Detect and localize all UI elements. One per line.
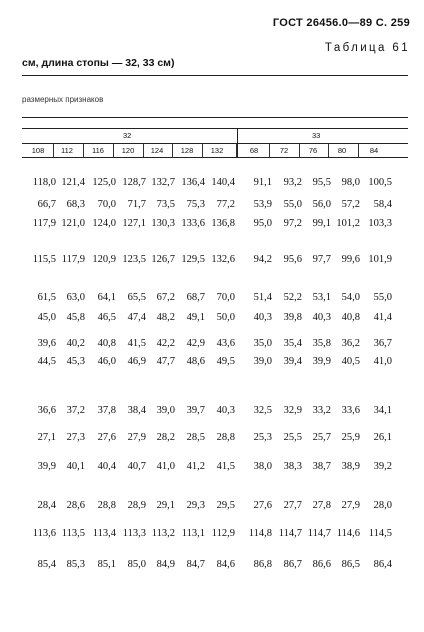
table-cell: 27,6 <box>253 500 272 511</box>
table-cell: 46,5 <box>97 312 116 323</box>
table-cell: 39,0 <box>253 356 272 367</box>
table-cell: 40,3 <box>253 312 272 323</box>
table-cell: 27,8 <box>312 500 331 511</box>
table-cell: 123,5 <box>122 254 146 265</box>
table-cell: 121,4 <box>61 177 85 188</box>
table-cell: 95,0 <box>253 218 272 229</box>
table-cell: 46,9 <box>127 356 146 367</box>
table-cell: 94,2 <box>253 254 272 265</box>
table-cell: 113,5 <box>61 528 85 539</box>
table-row <box>0 338 424 352</box>
table-cell: 73,5 <box>156 199 175 210</box>
table-cell: 39,2 <box>373 461 392 472</box>
table-cell: 28,6 <box>66 500 85 511</box>
column-header: 76 <box>308 146 318 155</box>
table-subtitle: см, длина стопы — 32, 33 см) <box>22 57 175 69</box>
table-cell: 66,7 <box>37 199 56 210</box>
table-cell: 113,4 <box>92 528 116 539</box>
table-cell: 27,1 <box>37 432 56 443</box>
column-note: размерных признаков <box>22 95 104 104</box>
table-cell: 38,4 <box>127 405 146 416</box>
table-cell: 55,0 <box>373 292 392 303</box>
table-cell: 38,9 <box>341 461 360 472</box>
column-header: 132 <box>210 146 224 155</box>
table-cell: 84,6 <box>216 559 235 570</box>
table-cell: 112,9 <box>211 528 235 539</box>
table-cell: 41,5 <box>216 461 235 472</box>
table-cell: 41,4 <box>373 312 392 323</box>
table-cell: 77,2 <box>216 199 235 210</box>
table-cell: 99,6 <box>341 254 360 265</box>
table-cell: 68,7 <box>186 292 205 303</box>
table-row <box>0 292 424 306</box>
table-cell: 113,6 <box>32 528 56 539</box>
table-cell: 39,9 <box>37 461 56 472</box>
table-cell: 114,8 <box>248 528 272 539</box>
table-cell: 54,0 <box>341 292 360 303</box>
table-cell: 41,5 <box>127 338 146 349</box>
table-cell: 132,6 <box>211 254 235 265</box>
divider <box>22 143 408 144</box>
table-row <box>0 254 424 268</box>
table-cell: 26,1 <box>373 432 392 443</box>
table-row <box>0 199 424 213</box>
table-cell: 57,2 <box>341 199 360 210</box>
table-cell: 40,2 <box>66 338 85 349</box>
group-header-33: 33 <box>312 131 321 140</box>
table-cell: 28,8 <box>97 500 116 511</box>
table-label: Таблица 61 <box>324 42 410 54</box>
table-cell: 35,4 <box>283 338 302 349</box>
table-cell: 25,3 <box>253 432 272 443</box>
table-cell: 48,6 <box>186 356 205 367</box>
table-cell: 40,7 <box>127 461 146 472</box>
table-cell: 46,0 <box>97 356 116 367</box>
table-cell: 28,8 <box>216 432 235 443</box>
table-cell: 47,4 <box>127 312 146 323</box>
table-cell: 28,5 <box>186 432 205 443</box>
table-cell: 118,0 <box>32 177 56 188</box>
table-row <box>0 500 424 514</box>
column-header: 68 <box>249 146 259 155</box>
column-header: 112 <box>61 146 73 155</box>
table-cell: 39,8 <box>283 312 302 323</box>
table-cell: 27,9 <box>127 432 146 443</box>
table-cell: 85,0 <box>127 559 146 570</box>
table-cell: 70,0 <box>216 292 235 303</box>
table-cell: 41,0 <box>373 356 392 367</box>
table-cell: 49,1 <box>186 312 205 323</box>
table-cell: 136,8 <box>211 218 235 229</box>
table-cell: 32,5 <box>253 405 272 416</box>
table-cell: 39,4 <box>283 356 302 367</box>
divider <box>22 75 408 76</box>
table-row <box>0 432 424 446</box>
table-cell: 120,9 <box>92 254 116 265</box>
table-cell: 58,4 <box>373 199 392 210</box>
table-cell: 114,7 <box>307 528 331 539</box>
table-cell: 27,6 <box>97 432 116 443</box>
table-cell: 85,4 <box>37 559 56 570</box>
divider <box>22 157 408 158</box>
table-cell: 40,1 <box>66 461 85 472</box>
table-row <box>0 177 424 191</box>
table-cell: 86,6 <box>312 559 331 570</box>
table-cell: 38,7 <box>312 461 331 472</box>
table-cell: 35,8 <box>312 338 331 349</box>
table-cell: 71,7 <box>127 199 146 210</box>
table-cell: 114,7 <box>278 528 302 539</box>
table-row <box>0 461 424 475</box>
table-cell: 41,2 <box>186 461 205 472</box>
table-cell: 25,9 <box>341 432 360 443</box>
table-cell: 95,5 <box>312 177 331 188</box>
table-row <box>0 218 424 232</box>
table-cell: 35,0 <box>253 338 272 349</box>
table-cell: 28,0 <box>373 500 392 511</box>
table-cell: 98,0 <box>341 177 360 188</box>
column-header: 80 <box>337 146 347 155</box>
table-cell: 95,6 <box>283 254 302 265</box>
table-cell: 27,3 <box>66 432 85 443</box>
table-cell: 33,6 <box>341 405 360 416</box>
table-cell: 52,2 <box>283 292 302 303</box>
table-cell: 29,5 <box>216 500 235 511</box>
table-cell: 47,7 <box>156 356 175 367</box>
table-cell: 43,6 <box>216 338 235 349</box>
table-cell: 67,2 <box>156 292 175 303</box>
table-cell: 25,5 <box>283 432 302 443</box>
table-cell: 49,5 <box>216 356 235 367</box>
table-cell: 36,6 <box>37 405 56 416</box>
table-cell: 41,0 <box>156 461 175 472</box>
table-cell: 86,7 <box>283 559 302 570</box>
table-cell: 40,8 <box>97 338 116 349</box>
column-header: 120 <box>121 146 135 155</box>
table-cell: 55,0 <box>283 199 302 210</box>
table-cell: 33,2 <box>312 405 331 416</box>
table-cell: 50,0 <box>216 312 235 323</box>
table-cell: 45,0 <box>37 312 56 323</box>
table-cell: 39,6 <box>37 338 56 349</box>
table-cell: 127,1 <box>122 218 146 229</box>
table-cell: 53,9 <box>253 199 272 210</box>
table-cell: 39,0 <box>156 405 175 416</box>
table-cell: 39,9 <box>312 356 331 367</box>
table-cell: 97,2 <box>283 218 302 229</box>
table-cell: 40,4 <box>97 461 116 472</box>
table-cell: 70,0 <box>97 199 116 210</box>
table-cell: 44,5 <box>37 356 56 367</box>
table-cell: 125,0 <box>92 177 116 188</box>
table-cell: 53,1 <box>312 292 331 303</box>
table-cell: 126,7 <box>151 254 175 265</box>
table-cell: 40,8 <box>341 312 360 323</box>
table-cell: 42,9 <box>186 338 205 349</box>
table-cell: 99,1 <box>312 218 331 229</box>
table-row <box>0 528 424 542</box>
table-cell: 75,3 <box>186 199 205 210</box>
table-cell: 140,4 <box>211 177 235 188</box>
table-cell: 86,8 <box>253 559 272 570</box>
table-cell: 45,8 <box>66 312 85 323</box>
table-cell: 86,5 <box>341 559 360 570</box>
table-cell: 28,4 <box>37 500 56 511</box>
table-cell: 113,2 <box>151 528 175 539</box>
table-cell: 45,3 <box>66 356 85 367</box>
table-cell: 124,0 <box>92 218 116 229</box>
table-cell: 42,2 <box>156 338 175 349</box>
column-header: 72 <box>279 146 289 155</box>
table-cell: 36,7 <box>373 338 392 349</box>
table-cell: 97,7 <box>312 254 331 265</box>
table-cell: 40,3 <box>312 312 331 323</box>
table-cell: 129,5 <box>181 254 205 265</box>
divider <box>22 128 408 129</box>
table-cell: 101,2 <box>336 218 360 229</box>
table-cell: 25,7 <box>312 432 331 443</box>
table-cell: 128,7 <box>122 177 146 188</box>
column-header: 84 <box>369 146 379 155</box>
table-cell: 38,0 <box>253 461 272 472</box>
column-header: 108 <box>31 146 45 155</box>
column-header: 116 <box>92 146 104 155</box>
table-cell: 103,3 <box>368 218 392 229</box>
table-cell: 115,5 <box>32 254 56 265</box>
table-cell: 136,4 <box>181 177 205 188</box>
table-cell: 51,4 <box>253 292 272 303</box>
table-cell: 113,3 <box>122 528 146 539</box>
table-cell: 114,5 <box>368 528 392 539</box>
table-cell: 84,9 <box>156 559 175 570</box>
table-cell: 117,9 <box>32 218 56 229</box>
table-cell: 121,0 <box>61 218 85 229</box>
table-cell: 114,6 <box>336 528 360 539</box>
page-header: ГОСТ 26456.0—89 С. 259 <box>272 17 410 29</box>
table-cell: 29,1 <box>156 500 175 511</box>
table-cell: 56,0 <box>312 199 331 210</box>
table-cell: 28,9 <box>127 500 146 511</box>
table-cell: 130,3 <box>151 218 175 229</box>
column-header: 128 <box>180 146 194 155</box>
divider <box>22 117 408 118</box>
table-cell: 64,1 <box>97 292 116 303</box>
table-cell: 86,4 <box>373 559 392 570</box>
table-cell: 27,9 <box>341 500 360 511</box>
table-cell: 48,2 <box>156 312 175 323</box>
table-row <box>0 405 424 419</box>
table-cell: 34,1 <box>373 405 392 416</box>
table-cell: 113,1 <box>181 528 205 539</box>
table-row <box>0 559 424 573</box>
table-cell: 91,1 <box>253 177 272 188</box>
column-header: 124 <box>150 146 164 155</box>
table-cell: 85,1 <box>97 559 116 570</box>
table-cell: 37,2 <box>66 405 85 416</box>
table-cell: 38,3 <box>283 461 302 472</box>
table-cell: 100,5 <box>368 177 392 188</box>
table-cell: 61,5 <box>37 292 56 303</box>
table-cell: 68,3 <box>66 199 85 210</box>
table-row <box>0 356 424 370</box>
table-cell: 36,2 <box>341 338 360 349</box>
table-cell: 93,2 <box>283 177 302 188</box>
table-cell: 132,7 <box>151 177 175 188</box>
table-cell: 27,7 <box>283 500 302 511</box>
table-cell: 37,8 <box>97 405 116 416</box>
table-cell: 85,3 <box>66 559 85 570</box>
table-cell: 39,7 <box>186 405 205 416</box>
table-cell: 133,6 <box>181 218 205 229</box>
table-cell: 117,9 <box>61 254 85 265</box>
table-cell: 84,7 <box>186 559 205 570</box>
table-cell: 32,9 <box>283 405 302 416</box>
table-row <box>0 312 424 326</box>
table-cell: 28,2 <box>156 432 175 443</box>
table-cell: 40,3 <box>216 405 235 416</box>
table-cell: 40,5 <box>341 356 360 367</box>
table-cell: 29,3 <box>186 500 205 511</box>
table-cell: 63,0 <box>66 292 85 303</box>
table-cell: 101,9 <box>368 254 392 265</box>
table-cell: 65,5 <box>127 292 146 303</box>
group-header-32: 32 <box>123 131 132 140</box>
